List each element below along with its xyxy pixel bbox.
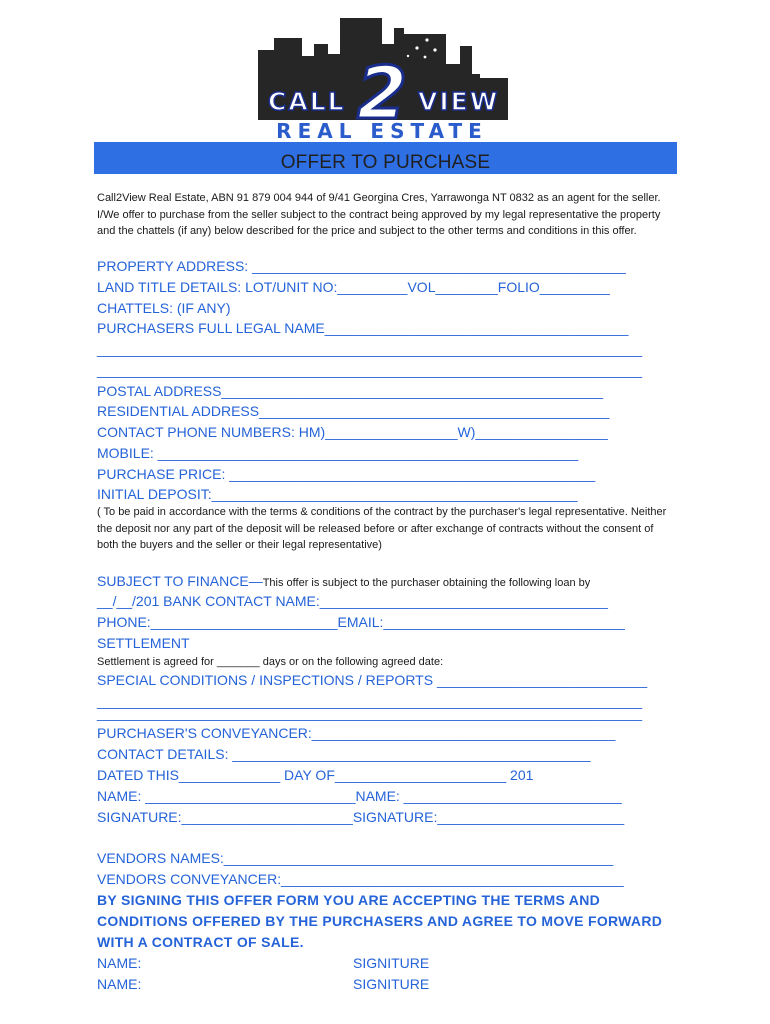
settlement-label: SETTLEMENT [97, 635, 190, 651]
residential-address-field[interactable]: RESIDENTIAL ADDRESS_____________________________________________ [97, 403, 610, 419]
purchaser-signature-row[interactable]: SIGNATURE:______________________SIGNATURE:________________________ [97, 809, 625, 825]
subject-to-finance-label: SUBJECT TO FINANCE— [97, 573, 263, 589]
logo-word-view: VIEW [418, 87, 500, 116]
postal-address-field[interactable]: POSTAL ADDRESS_________________________________________________ [97, 383, 604, 399]
settlement-note-field[interactable]: Settlement is agreed for _______ days or on the following agreed date: [97, 656, 444, 668]
logo-word-call: CALL [268, 87, 346, 116]
intro-paragraph: Call2View Real Estate, ABN 91 879 004 944 of 9/41 Georgina Cres, Yarrawonga NT 0832 as an agent for the seller. I/We offer to purchase from the seller subject to the contract being approved by my legal representative the property and the chattels (if any) below described for the price and subject to the other terms and conditions in this offer. [97, 192, 661, 238]
finance-date-bank-field[interactable]: __/__/201 BANK CONTACT NAME:_____________________________________ [97, 593, 608, 609]
purchasers-conveyancer-field[interactable]: PURCHASER'S CONVEYANCER:_______________________________________ [97, 725, 616, 741]
title-banner [94, 142, 677, 174]
vendors-names-field[interactable]: VENDORS NAMES:__________________________________________________ [97, 850, 614, 866]
vendor-name-1-label[interactable]: NAME: [97, 955, 142, 971]
contact-details-field[interactable]: CONTACT DETAILS: ______________________________________________ [97, 746, 591, 762]
logo-numeral-2: 2 [356, 51, 408, 135]
purchaser-name-row[interactable]: NAME: ___________________________NAME: ____________________________ [97, 788, 622, 804]
special-conditions-line-3[interactable]: ______________________________________________________________________ [97, 705, 643, 721]
logo-tagline: REAL ESTATE [276, 119, 488, 142]
property-address-field[interactable]: PROPERTY ADDRESS: ________________________________________________ [97, 258, 626, 274]
chattels-label: CHATTELS: (IF ANY) [97, 300, 231, 316]
deposit-note: ( To be paid in accordance with the terms & conditions of the contract by the purchaser's legal representative. Neither the deposit nor any part of the deposit will be released before or after exchange of contracts without the consent of both the buyers and the seller or their legal representative) [97, 506, 667, 552]
special-conditions-field[interactable]: SPECIAL CONDITIONS / INSPECTIONS / REPORTS ___________________________ [97, 672, 648, 688]
initial-deposit-field[interactable]: INITIAL DEPOSIT:_______________________________________________ [97, 486, 578, 502]
signing-statement: BY SIGNING THIS OFFER FORM YOU ARE ACCEPTING THE TERMS AND CONDITIONS OFFERED BY THE PURCHASERS AND AGREE TO MOVE FORWARD WITH A CONTRACT OF SALE. [97, 892, 663, 950]
purchasers-name-line-2[interactable]: ______________________________________________________________________ [97, 341, 643, 357]
land-title-details-field[interactable]: LAND TITLE DETAILS: LOT/UNIT NO:_________VOL________FOLIO_________ [97, 279, 610, 295]
special-conditions-line-2[interactable]: ______________________________________________________________________ [97, 693, 643, 709]
vendor-signiture-2-label[interactable]: SIGNITURE [353, 976, 430, 992]
form-title: OFFER TO PURCHASE [280, 152, 491, 173]
dated-field[interactable]: DATED THIS_____________ DAY OF______________________ 201 [97, 767, 534, 783]
mobile-field[interactable]: MOBILE: ______________________________________________________ [97, 445, 579, 461]
purchasers-name-field[interactable]: PURCHASERS FULL LEGAL NAME_______________________________________ [97, 320, 629, 336]
vendor-signiture-1-label[interactable]: SIGNITURE [353, 955, 430, 971]
vendor-name-2-label[interactable]: NAME: [97, 976, 142, 992]
purchasers-name-line-3[interactable]: ______________________________________________________________________ [97, 362, 643, 378]
finance-note: This offer is subject to the purchaser obtaining the following loan by [262, 577, 591, 589]
subject-to-finance-row [97, 572, 590, 592]
vendors-conveyancer-field[interactable]: VENDORS CONVEYANCER:____________________________________________ [97, 871, 624, 887]
purchase-price-field[interactable]: PURCHASE PRICE: _______________________________________________ [97, 466, 596, 482]
call2view-logo [250, 14, 514, 142]
contact-phone-field[interactable]: CONTACT PHONE NUMBERS: HM)_________________W)_________________ [97, 424, 608, 440]
phone-email-field[interactable]: PHONE:________________________EMAIL:_______________________________ [97, 614, 625, 630]
